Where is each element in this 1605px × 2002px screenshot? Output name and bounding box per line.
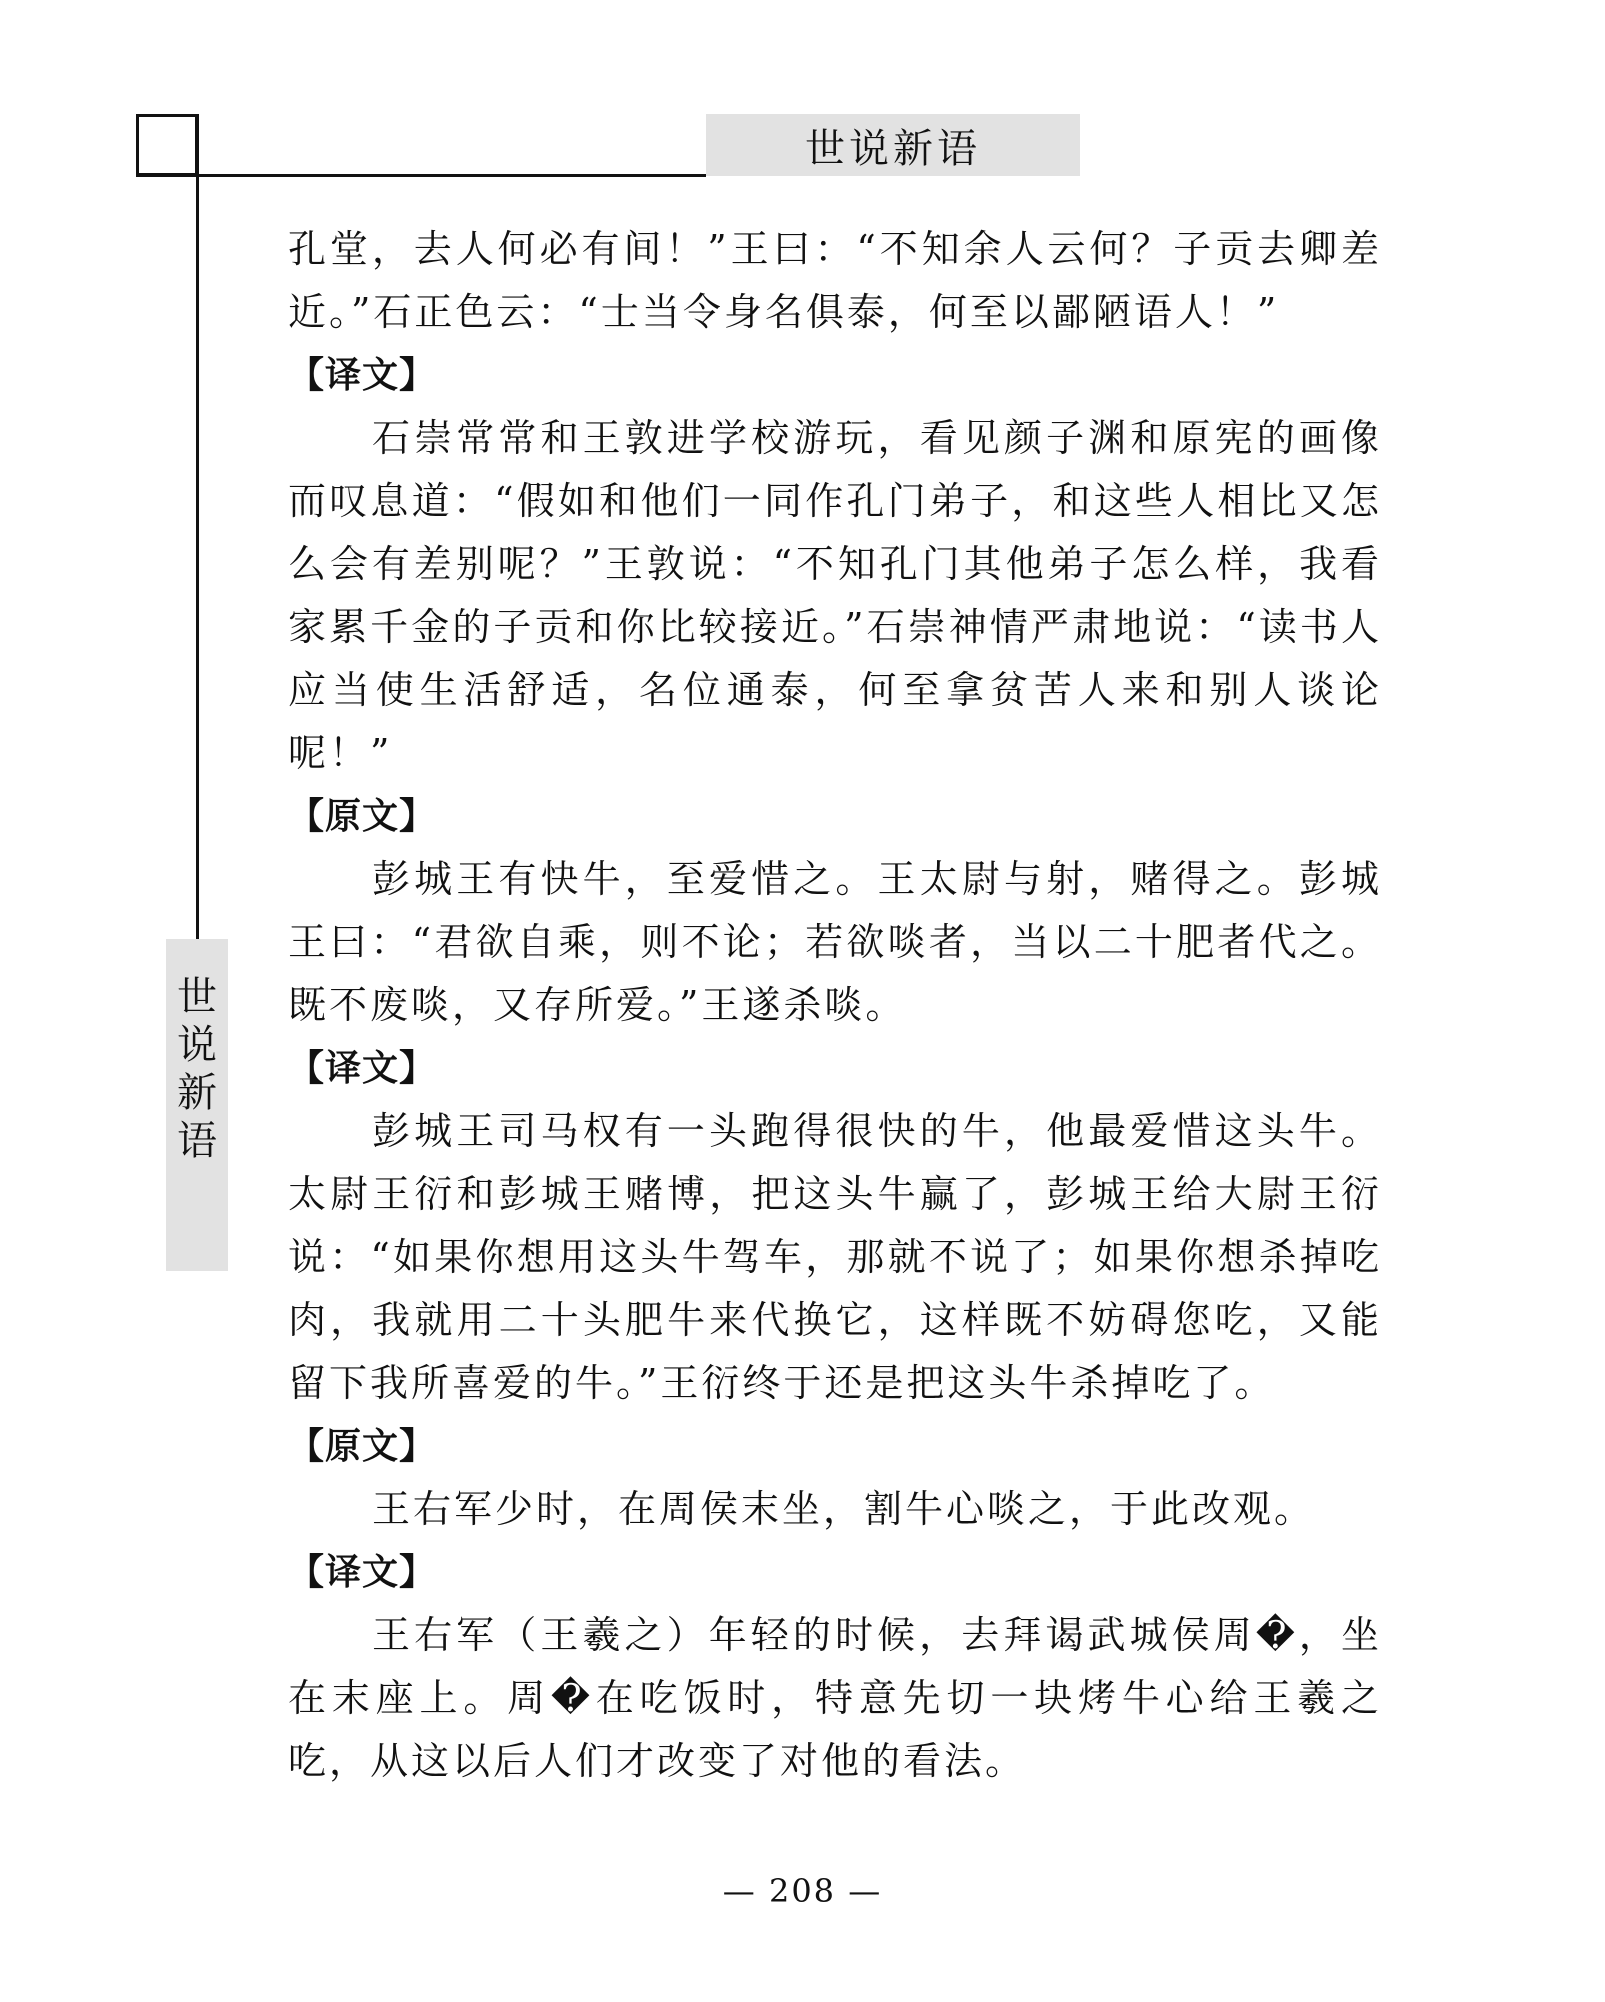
translation-paragraph: 石崇常常和王敦进学校游玩，看见颜子渊和原宪的画像而叹息道：“假如和他们一同作孔门弟子，和这些人相比又怎么会有差别呢？”王敦说：“不知孔门其他弟子怎么样，我看家累千金的子贡和你比较接近。”石崇神情严肃地说：“读书人应当使生活舒适，名位通泰，何至拿贫苦人来和别人谈论呢！”: [288, 416, 1382, 775]
translation-paragraph: 王右军（王羲之）年轻的时候，去拜谒武城侯周�，坐在末座上。周�在吃饭时，特意先切一块烤牛心给王羲之吃，从这以后人们才改变了对他的看法。: [288, 1613, 1382, 1783]
original-paragraph: 彭城王有快牛，至爱惜之。王太尉与射，赌得之。彭城王曰：“君欲自乘，则不论；若欲啖者，当以二十肥者代之。既不废啖，又存所爱。”王遂杀啖。: [288, 857, 1382, 1027]
side-tab-char: 新: [177, 1070, 217, 1116]
section-label-original: 【原文】: [288, 1426, 437, 1467]
corner-frame: [136, 114, 198, 176]
running-header: [706, 114, 1080, 176]
section-label-translation: 【译文】: [288, 1048, 437, 1089]
side-tab-char: 说: [177, 1022, 217, 1068]
section-label-original: 【原文】: [288, 796, 437, 837]
margin-rule: [196, 114, 199, 939]
translation-paragraph: 彭城王司马权有一头跑得很快的牛，他最爱惜这头牛。太尉王衍和彭城王赌博，把这头牛赢了，彭城王给大尉王衍说：“如果你想用这头牛驾车，那就不说了；如果你想杀掉吃肉，我就用二十头肥牛来代换它，这样既不妨碍您吃，又能留下我所喜爱的牛。”王衍终于还是把这头牛杀掉吃了。: [288, 1109, 1382, 1405]
original-paragraph: 王右军少时，在周侯末坐，割牛心啖之，于此改观。: [372, 1487, 1316, 1531]
header-rule: [136, 174, 706, 177]
page-body: [288, 218, 1382, 1793]
side-tab: [166, 939, 228, 1271]
section-label-translation: 【译文】: [288, 355, 437, 396]
book-title: 世说新语: [805, 125, 981, 172]
side-tab-char: 语: [177, 1118, 217, 1164]
side-tab-char: 世: [177, 974, 217, 1020]
section-label-translation: 【译文】: [288, 1552, 437, 1593]
page-number: — 208 —: [722, 1872, 883, 1910]
original-text-continued: 孔堂，去人何必有间！”王曰：“不知余人云何？子贡去卿差近。”石正色云：“士当令身名俱泰，何至以鄙陋语人！”: [288, 227, 1382, 334]
